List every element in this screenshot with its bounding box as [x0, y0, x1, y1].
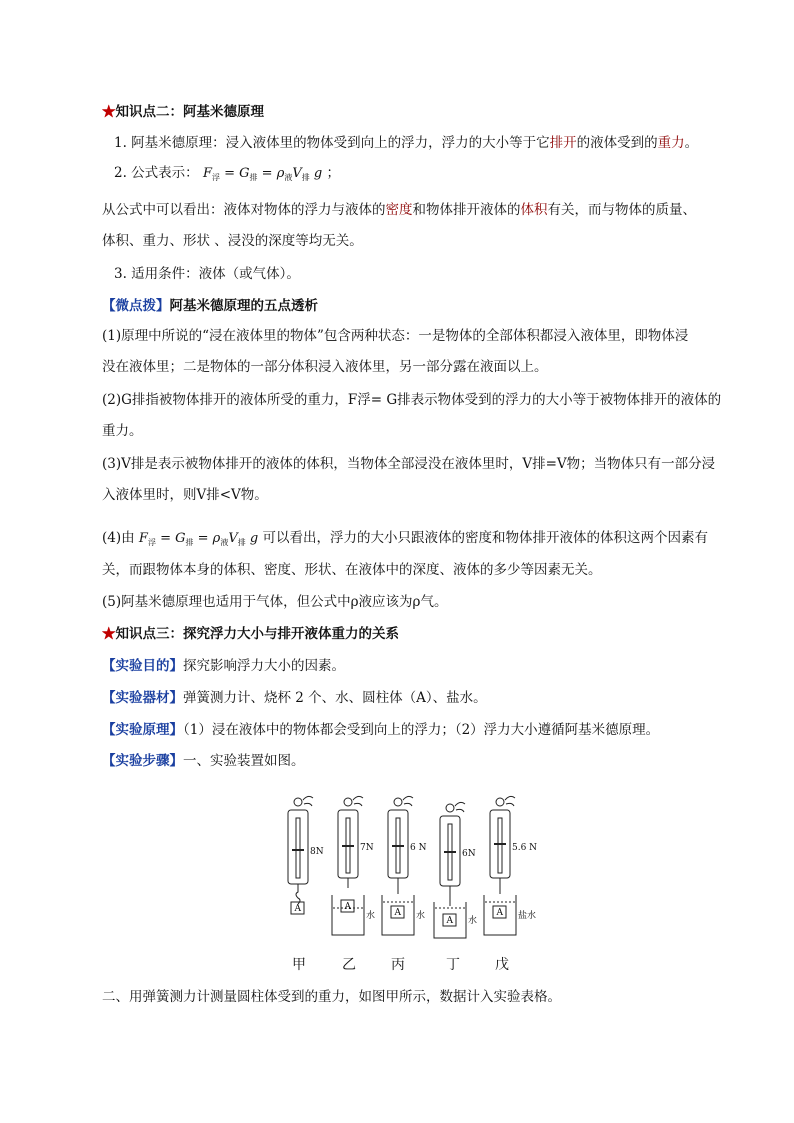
caption-bing: 丙 [391, 957, 405, 973]
point-3: (3)V排是表示被物体排开的液体的体积，当物体全部浸没在液体里时，V排=V物；当物体只有一部分浸 [102, 456, 716, 472]
point-2-cont: 重力。 [102, 423, 143, 439]
point-1-cont: 没在液体里；二是物体的一部分体积浸入液体里，另一部分露在液面以上。 [102, 359, 548, 375]
section-heading-2: ★知识点二：阿基米德原理 [102, 104, 264, 120]
caption-wu: 戊 [495, 957, 509, 973]
star-icon: ★ [102, 626, 116, 642]
section-heading-3: ★知识点三：探究浮力大小与排开液体重力的关系 [102, 626, 399, 642]
svg-text:5.6 N: 5.6 N [512, 843, 538, 853]
point-1: (1)原理中所说的“浸在液体里的物体”包含两种状态：一是物体的全部体积都浸入液体里，即物体浸 [102, 328, 689, 344]
paragraph-line: 从公式中可以看出：液体对物体的浮力与液体的密度和物体排开液体的体积有关，而与物体的质量、 [102, 202, 696, 218]
svg-text:7N: 7N [360, 843, 374, 853]
svg-text:A: A [344, 902, 351, 912]
svg-text:A: A [394, 908, 401, 918]
experiment-equipment: 【实验器材】弹簧测力计、烧杯 2 个、水、圆柱体（A）、盐水。 [102, 690, 487, 706]
star-icon: ★ [102, 104, 116, 120]
spring-scale-figure [270, 790, 540, 970]
svg-text:6N: 6N [462, 849, 476, 859]
caption-ding: 丁 [446, 957, 460, 973]
point-5: (5)阿基米德原理也适用于气体，但公式中ρ液应该为ρ气。 [102, 594, 448, 610]
paragraph-line: 体积、重力、形状 、浸没的深度等均无关。 [102, 233, 363, 249]
svg-text:水: 水 [468, 916, 478, 926]
formula: $F_浮 = G_排 = \rho_液V_排$ g [202, 166, 323, 182]
experiment-purpose: 【实验目的】探究影响浮力大小的因素。 [102, 658, 345, 674]
svg-text:A: A [294, 904, 301, 914]
svg-text:水: 水 [416, 911, 426, 921]
experiment-steps: 【实验步骤】一、实验装置如图。 [102, 753, 305, 769]
svg-text:8N: 8N [310, 847, 324, 857]
point-3-cont: 入液体里时，则V排<V物。 [102, 487, 268, 503]
svg-text:6 N: 6 N [410, 843, 427, 853]
point-2: (2)G排指被物体排开的液体所受的重力，F浮= G排表示物体受到的浮力的大小等于被物体排开的液体的 [102, 392, 722, 408]
tip-heading: 【微点拨】阿基米德原理的五点透析 [102, 298, 318, 314]
archimedes-definition: 1. 阿基米德原理：浸入液体里的物体受到向上的浮力，浮力的大小等于它排开的液体受到的重力。 [114, 135, 699, 151]
formula-line: 2. 公式表示： $F_浮 = G_排 = \rho_液V_排$ g ； [114, 165, 341, 182]
point-4-cont: 关，而跟物体本身的体积、密度、形状、在液体中的深度、液体的多少等因素无关。 [102, 562, 602, 578]
caption-jia: 甲 [292, 957, 306, 973]
svg-text:A: A [496, 908, 503, 918]
svg-text:A: A [446, 916, 453, 926]
experiment-principle: 【实验原理】（1）浸在液体中的物体都会受到向上的浮力；（2）浮力大小遵循阿基米德原理。 [102, 722, 660, 738]
svg-text:水: 水 [366, 911, 376, 921]
scale-yi [332, 796, 364, 935]
caption-yi: 乙 [342, 957, 356, 973]
svg-text:盐水: 盐水 [518, 911, 537, 921]
applicability-line: 3. 适用条件：液体（或气体）。 [114, 266, 300, 282]
point-4: (4)由 $F_浮 = G_排 = \rho_液V_排$ g 可以看出，浮力的大小只跟液体的密度和物体排开液体的体积这两个因素有 [102, 530, 708, 547]
step-two: 二、用弹簧测力计测量圆柱体受到的重力，如图甲所示，数据计入实验表格。 [102, 989, 561, 1005]
